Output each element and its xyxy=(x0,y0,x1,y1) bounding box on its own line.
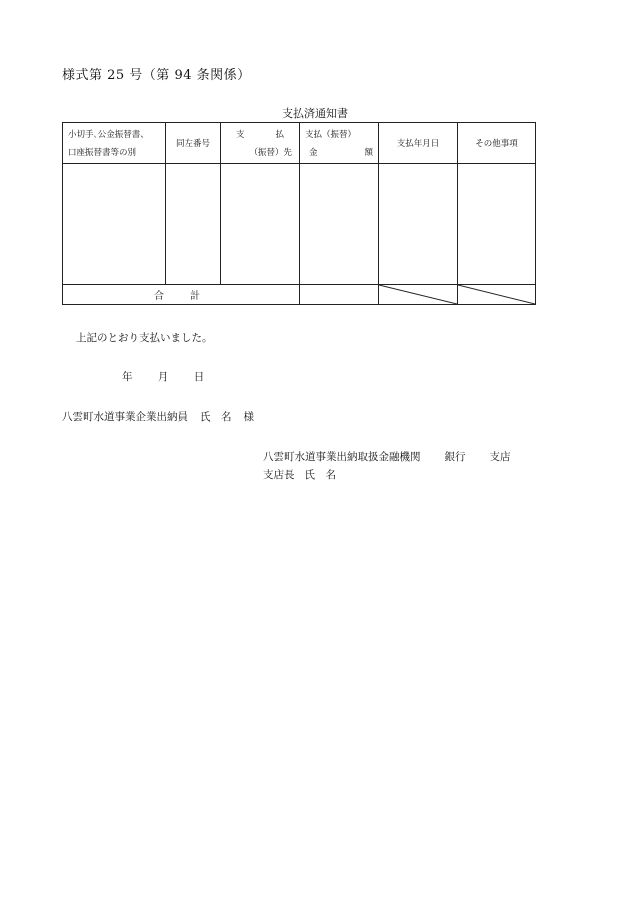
header-payee-bottom: （振替）先 xyxy=(249,148,292,158)
payment-table xyxy=(62,122,536,305)
body-cell-amount xyxy=(300,164,379,285)
table-total-row xyxy=(63,285,536,305)
body-cell-date xyxy=(379,164,458,285)
header-amount-top: 支払（振替） xyxy=(305,130,357,140)
body-cell-payee xyxy=(221,164,300,285)
header-payee xyxy=(221,123,300,164)
date-line xyxy=(122,369,204,384)
header-amount xyxy=(300,123,379,164)
header-amount-bottom-left: 金 xyxy=(309,148,318,158)
table-header-row xyxy=(63,123,536,164)
addressee xyxy=(62,409,254,424)
date-month-label: 月 xyxy=(157,371,169,383)
form-number: 様式第 25 号（第 94 条関係） xyxy=(62,68,251,83)
sender-name-label: 氏 名 xyxy=(304,469,336,481)
sender-manager-line xyxy=(263,466,511,484)
header-payment-type-line1: 小切手､公金振替書、 xyxy=(68,130,149,140)
payment-statement: 上記のとおり支払いました。 xyxy=(76,332,213,344)
document-title: 支払済通知書 xyxy=(282,107,348,120)
total-amount-cell xyxy=(300,285,379,305)
header-other: その他事項 xyxy=(458,123,536,164)
table-body-row xyxy=(63,164,536,285)
header-payment-date: 支払年月日 xyxy=(379,123,458,164)
header-number: 同左番号 xyxy=(166,123,221,164)
header-payee-top-right: 払 xyxy=(275,130,284,140)
diagonal-line xyxy=(379,285,457,304)
total-label: 合 計 xyxy=(63,285,300,305)
sender-org: 八雲町水道事業出納取扱金融機関 xyxy=(263,451,421,463)
body-cell-number xyxy=(166,164,221,285)
header-payment-type xyxy=(63,123,166,164)
header-amount-bottom-right: 額 xyxy=(364,148,373,158)
addressee-honorific: 様 xyxy=(243,411,254,423)
sender-block xyxy=(263,448,511,484)
date-year-label: 年 xyxy=(122,371,133,383)
body-cell-type xyxy=(63,164,166,285)
sender-bank-suffix: 銀行 xyxy=(444,451,466,463)
header-payment-type-line2: 口座振替書等の別 xyxy=(68,148,137,158)
total-date-crossed-cell xyxy=(379,285,458,305)
addressee-org: 八雲町水道事業企業出納員 xyxy=(62,411,188,423)
diagonal-line xyxy=(458,285,535,304)
addressee-name-label: 氏 名 xyxy=(200,411,232,423)
total-other-crossed-cell xyxy=(458,285,536,305)
sender-bank-line xyxy=(263,448,511,466)
header-payee-top-left: 支 xyxy=(236,130,245,140)
body-cell-other xyxy=(458,164,536,285)
sender-branch-suffix: 支店 xyxy=(489,451,511,463)
date-day-label: 日 xyxy=(193,371,205,383)
sender-title: 支店長 xyxy=(263,469,295,481)
